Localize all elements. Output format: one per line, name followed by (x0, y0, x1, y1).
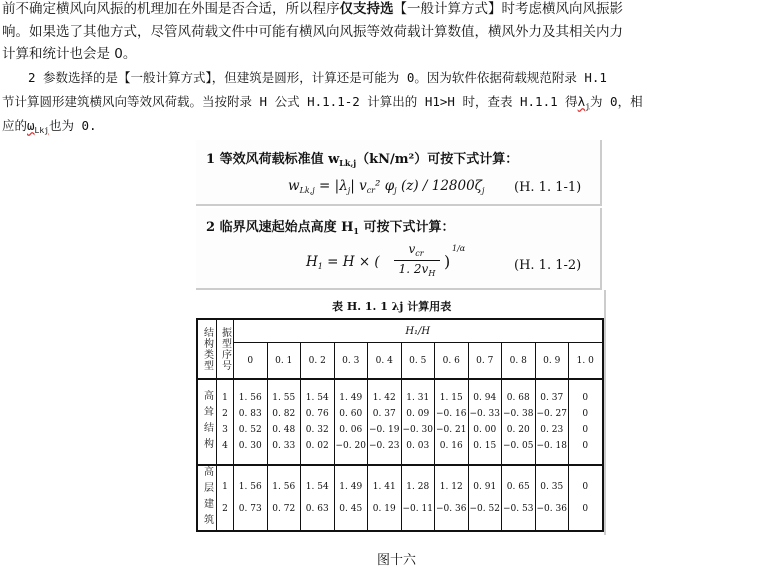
eq-sub: cr (366, 186, 376, 195)
eq-sub: j (347, 186, 351, 195)
eq-part: = H × ( (322, 254, 380, 270)
value-cell: −0. 33 (468, 406, 502, 422)
eq-sub: j (394, 186, 397, 195)
eq-sub: cr (415, 249, 424, 258)
omega-symbol (27, 118, 49, 133)
value-cell: −0. 30 (401, 422, 435, 438)
eq-sub: Lk,j (299, 186, 315, 195)
structure-type-cell: 高耸结构 (197, 379, 217, 465)
value-cell: −0. 05 (502, 438, 536, 465)
value-cell: 0. 09 (401, 406, 435, 422)
value-cell: 1. 54 (301, 465, 335, 498)
text-span: 前不确定横风向风振的机理加在外围是否合适，所以程序 (2, 1, 340, 17)
lambda-table (196, 318, 604, 532)
value-cell: 0. 16 (435, 438, 469, 465)
lambda-symbol (578, 94, 590, 109)
ratio-header-cell: 1. 0 (569, 343, 603, 379)
title-text: 1 等效风荷载标准值 w (206, 152, 340, 167)
value-cell: −0. 52 (468, 498, 502, 531)
value-cell: 0 (569, 438, 603, 465)
value-cell: 1. 49 (334, 465, 368, 498)
formula-block-1 (196, 140, 602, 206)
value-cell: −0. 20 (334, 438, 368, 465)
value-cell: 0. 82 (267, 406, 301, 422)
value-cell: 0. 37 (368, 406, 402, 422)
value-cell: 0. 73 (234, 498, 268, 531)
ratio-header-cell: 0 (234, 343, 268, 379)
paragraph-line: 计算和统计也会是 0。 (2, 46, 137, 62)
value-cell: 1. 42 (368, 379, 402, 406)
ratio-header-cell: 0. 2 (301, 343, 335, 379)
value-cell: 0. 35 (535, 465, 569, 498)
value-cell: 0. 94 (468, 379, 502, 406)
symbol-text: ω (27, 118, 35, 133)
eq-part: w (288, 178, 300, 194)
value-cell: 1. 12 (435, 465, 469, 498)
value-cell: −0. 38 (502, 406, 536, 422)
value-cell: 0 (569, 465, 603, 498)
equation-number: (H. 1. 1-2) (514, 258, 582, 273)
value-cell: 0. 91 (468, 465, 502, 498)
value-cell: −0. 36 (535, 498, 569, 531)
fraction-numerator (394, 242, 438, 258)
table-row (197, 465, 603, 498)
value-cell: −0. 11 (401, 498, 435, 531)
eq-part: ² φ (375, 178, 395, 194)
value-cell: −0. 23 (368, 438, 402, 465)
table-row (197, 379, 603, 406)
ratio-header-cell: 0. 1 (267, 343, 301, 379)
equation-number: (H. 1. 1-1) (514, 180, 582, 195)
mode-cell: 4 (217, 438, 234, 465)
value-cell: 0. 15 (468, 438, 502, 465)
col-header-mode: 振型序号 (217, 319, 234, 379)
eq-part: v (408, 242, 416, 256)
col-header-ratio: H₁/H (234, 319, 603, 343)
value-cell: −0. 21 (435, 422, 469, 438)
value-cell: 1. 15 (435, 379, 469, 406)
mode-cell: 3 (217, 422, 234, 438)
value-cell: 0. 00 (468, 422, 502, 438)
value-cell: 0. 20 (502, 422, 536, 438)
formula-title (206, 216, 455, 236)
emphasis-text: 仅支持选 (339, 1, 394, 17)
close-paren: ) (444, 252, 451, 271)
eq-part: | v (350, 178, 367, 194)
table-row (197, 406, 603, 422)
mode-cell: 1 (217, 465, 234, 498)
value-cell: 0. 60 (334, 406, 368, 422)
title-text: （kN/m²）可按下式计算： (356, 152, 519, 167)
ratio-header-cell: 0. 6 (435, 343, 469, 379)
table-header-row (197, 319, 603, 343)
symbol-subscript: j (585, 102, 591, 111)
paragraph-line: 2 参数选择的是【一般计算方式】，但建筑是圆形，计算还是可能为 0。因为软件依据荷载规范附录 H.1 (28, 70, 607, 85)
title-text: 可按下式计算： (358, 220, 455, 235)
eq-sub: H (428, 269, 436, 278)
ratio-header-cell: 0. 5 (401, 343, 435, 379)
value-cell: 1. 49 (334, 379, 368, 406)
value-cell: 0. 37 (535, 379, 569, 406)
value-cell: 1. 31 (401, 379, 435, 406)
figure-caption: 图十六 (377, 553, 417, 568)
value-cell: −0. 16 (435, 406, 469, 422)
value-cell: 0. 83 (234, 406, 268, 422)
text-span: 节计算圆形建筑横风向等效风荷载。当按附录 H 公式 H.1.1-2 计算出的 H1>H 时，查表 H.1.1 得 (2, 94, 578, 109)
eq-sub: 1 (317, 262, 323, 271)
value-cell: 0 (569, 498, 603, 531)
formula-equation (288, 178, 484, 195)
mode-cell: 2 (217, 498, 234, 531)
eq-part: = |λ (314, 178, 348, 194)
fraction-denominator (392, 262, 442, 278)
paragraph-line: 响。如果选了其他方式，尽管风荷载文件中可能有横风向风振等效荷载计算数值，横风外力及其相关内力 (2, 24, 623, 40)
eq-sub: j (482, 186, 485, 195)
exponent: 1/α (452, 244, 466, 253)
ratio-header-cell: 0. 7 (468, 343, 502, 379)
value-cell: 0. 48 (267, 422, 301, 438)
value-cell: 0. 63 (301, 498, 335, 531)
ratio-header-cell: 0. 8 (502, 343, 536, 379)
formula-equation (306, 254, 380, 271)
title-subscript: Lk,j (339, 158, 357, 168)
value-cell: −0. 53 (502, 498, 536, 531)
value-cell: 1. 54 (301, 379, 335, 406)
table-caption: 表 H. 1. 1 λj 计算用表 (332, 300, 452, 313)
value-cell: 1. 55 (267, 379, 301, 406)
ratio-header-cell: 0. 4 (368, 343, 402, 379)
value-cell: 1. 56 (234, 465, 268, 498)
value-cell: −0. 27 (535, 406, 569, 422)
text-span: 应的 (2, 118, 28, 133)
symbol-text: λ (577, 94, 586, 109)
col-header-structure: 结构类型 (197, 319, 217, 379)
lambda-table-block (192, 290, 606, 535)
text-span: 为 0，相 (590, 94, 643, 109)
formula-title (206, 148, 518, 168)
mode-cell: 1 (217, 379, 234, 406)
symbol-subscript: Lkj (34, 126, 49, 135)
eq-part: 1. 2v (398, 262, 429, 276)
table-row (197, 422, 603, 438)
text-span: 也为 0. (49, 118, 97, 133)
value-cell: −0. 18 (535, 438, 569, 465)
table-header-row (197, 343, 603, 379)
title-text: 2 临界风速起始点高度 H (206, 220, 354, 235)
value-cell: 0. 02 (301, 438, 335, 465)
value-cell: 0. 32 (301, 422, 335, 438)
formula-block-2 (196, 208, 602, 290)
mode-cell: 2 (217, 406, 234, 422)
paragraph-line (2, 0, 623, 18)
value-cell: 0. 76 (301, 406, 335, 422)
ratio-header-cell: 0. 9 (535, 343, 569, 379)
table-row (197, 438, 603, 465)
value-cell: 0. 45 (334, 498, 368, 531)
value-cell: 0. 03 (401, 438, 435, 465)
title-subscript: 1 (353, 226, 359, 236)
value-cell: 0. 72 (267, 498, 301, 531)
paragraph-line (2, 93, 643, 116)
value-cell: 0. 06 (334, 422, 368, 438)
value-cell: 0 (569, 422, 603, 438)
table-row (197, 498, 603, 531)
value-cell: 1. 41 (368, 465, 402, 498)
value-cell: 0. 52 (234, 422, 268, 438)
eq-part: (z) / 12800ζ (396, 178, 482, 194)
fraction-bar (394, 260, 440, 261)
value-cell: 1. 28 (401, 465, 435, 498)
value-cell: 0. 65 (502, 465, 536, 498)
ratio-header-cell: 0. 3 (334, 343, 368, 379)
value-cell: 1. 56 (267, 465, 301, 498)
value-cell: 0. 30 (234, 438, 268, 465)
text-span: 【一般计算方式】时考虑横风向风振影 (393, 1, 623, 17)
structure-type-cell: 高层建筑 (197, 465, 217, 531)
value-cell: 0. 19 (368, 498, 402, 531)
value-cell: 1. 56 (234, 379, 268, 406)
paragraph-line (2, 117, 97, 140)
eq-part: H (306, 254, 318, 270)
value-cell: −0. 36 (435, 498, 469, 531)
value-cell: −0. 19 (368, 422, 402, 438)
value-cell: 0. 33 (267, 438, 301, 465)
value-cell: 0. 68 (502, 379, 536, 406)
value-cell: 0. 23 (535, 422, 569, 438)
value-cell: 0 (569, 379, 603, 406)
value-cell: 0 (569, 406, 603, 422)
